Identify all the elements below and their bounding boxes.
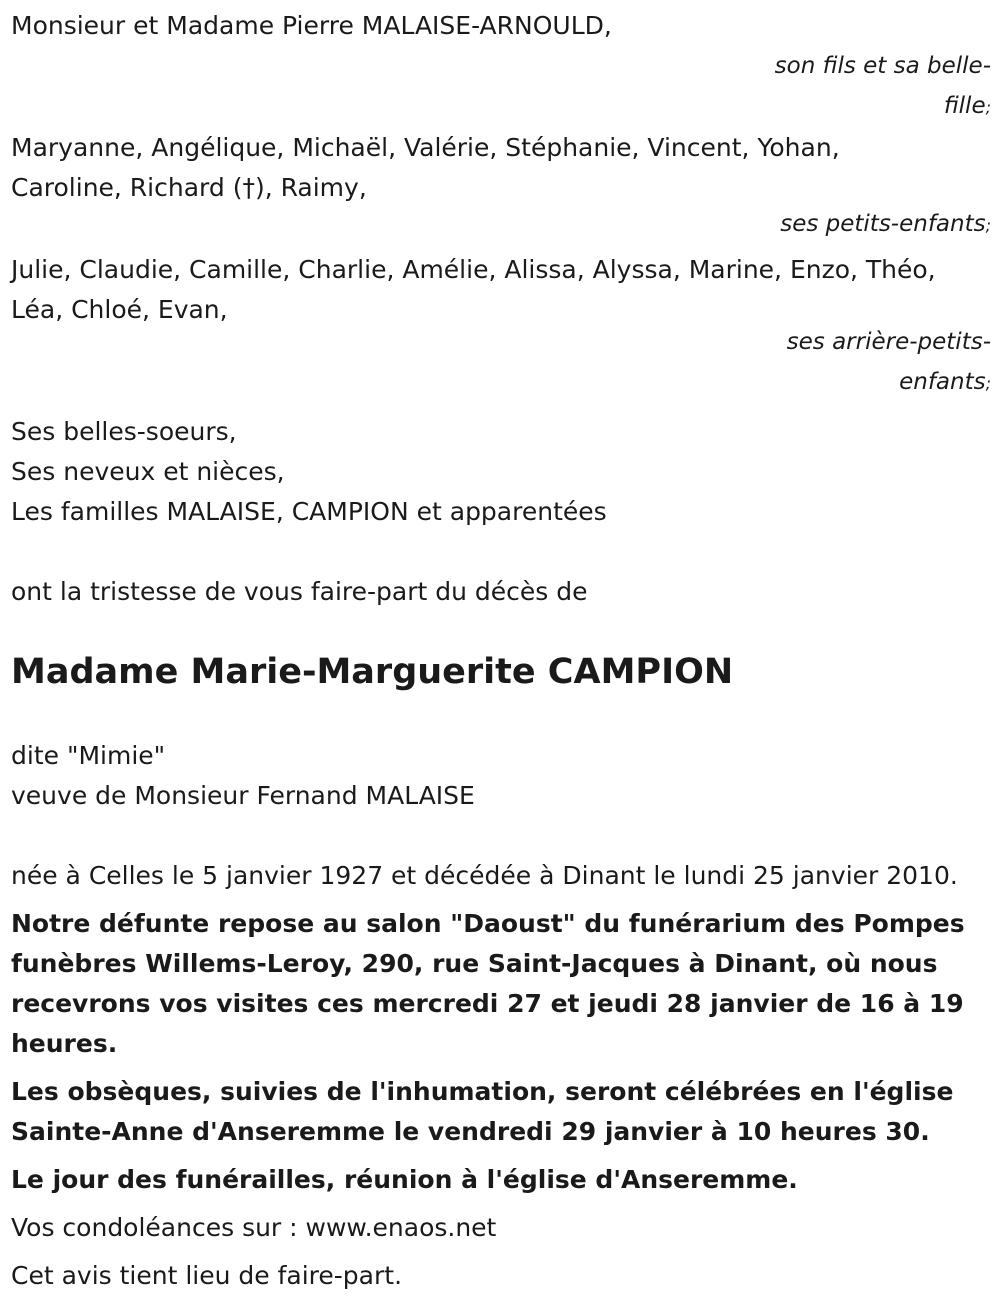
son-role: son fils et sa belle- fille; [774, 53, 991, 119]
obituary-notice [11, 6, 991, 1304]
condolences-info: Vos condoléances sur : www.enaos.net [11, 1213, 497, 1242]
notice-text: Cet avis tient lieu de faire-part. [11, 1261, 403, 1290]
widow-of: veuve de Monsieur Fernand MALAISE [11, 781, 475, 810]
grandchildren-line-1: Maryanne, Angélique, Michaël, Valérie, Stéphanie, Vincent, Yohan, [11, 133, 840, 162]
repose-info: Notre défunte repose au salon "Daoust" du funérarium des Pompes funèbres Willems-Leroy, 290, rue Saint-Jacques à Dinant, où nous recevrons vos visites ces mercredi 27 et jeudi 28 janvier de 16 à 19 heures. [11, 909, 965, 1058]
announcement-text: ont la tristesse de vous faire-part du décès de [11, 577, 588, 606]
great-grandchildren-line-2: Léa, Chloé, Evan, [11, 295, 228, 324]
funeral-info: Les obsèques, suivies de l'inhumation, seront célébrées en l'église Sainte-Anne d'Anseremme le vendredi 29 janvier à 10 heures 30. [11, 1077, 954, 1146]
grandchildren-line-2: Caroline, Richard (†), Raimy, [11, 173, 367, 202]
great-grandchildren-line-1: Julie, Claudie, Camille, Charlie, Amélie, Alissa, Alyssa, Marine, Enzo, Théo, [11, 255, 936, 284]
grandchildren-role: ses petits-enfants; [780, 211, 991, 237]
son-names: Monsieur et Madame Pierre MALAISE-ARNOULD, [11, 11, 612, 40]
in-laws: Ses belles-soeurs, [11, 417, 237, 446]
birth-death-dates: née à Celles le 5 janvier 1927 et décédée à Dinant le lundi 25 janvier 2010. [11, 861, 958, 890]
meeting-info: Le jour des funérailles, réunion à l'église d'Anseremme. [11, 1165, 798, 1194]
families: Les familles MALAISE, CAMPION et apparentées [11, 497, 607, 526]
great-grandchildren-role: ses arrière-petits- enfants; [786, 329, 991, 395]
nephews-nieces: Ses neveux et nièces, [11, 457, 285, 486]
nickname: dite "Mimie" [11, 741, 166, 770]
deceased-name: Madame Marie-Marguerite CAMPION [11, 652, 734, 692]
